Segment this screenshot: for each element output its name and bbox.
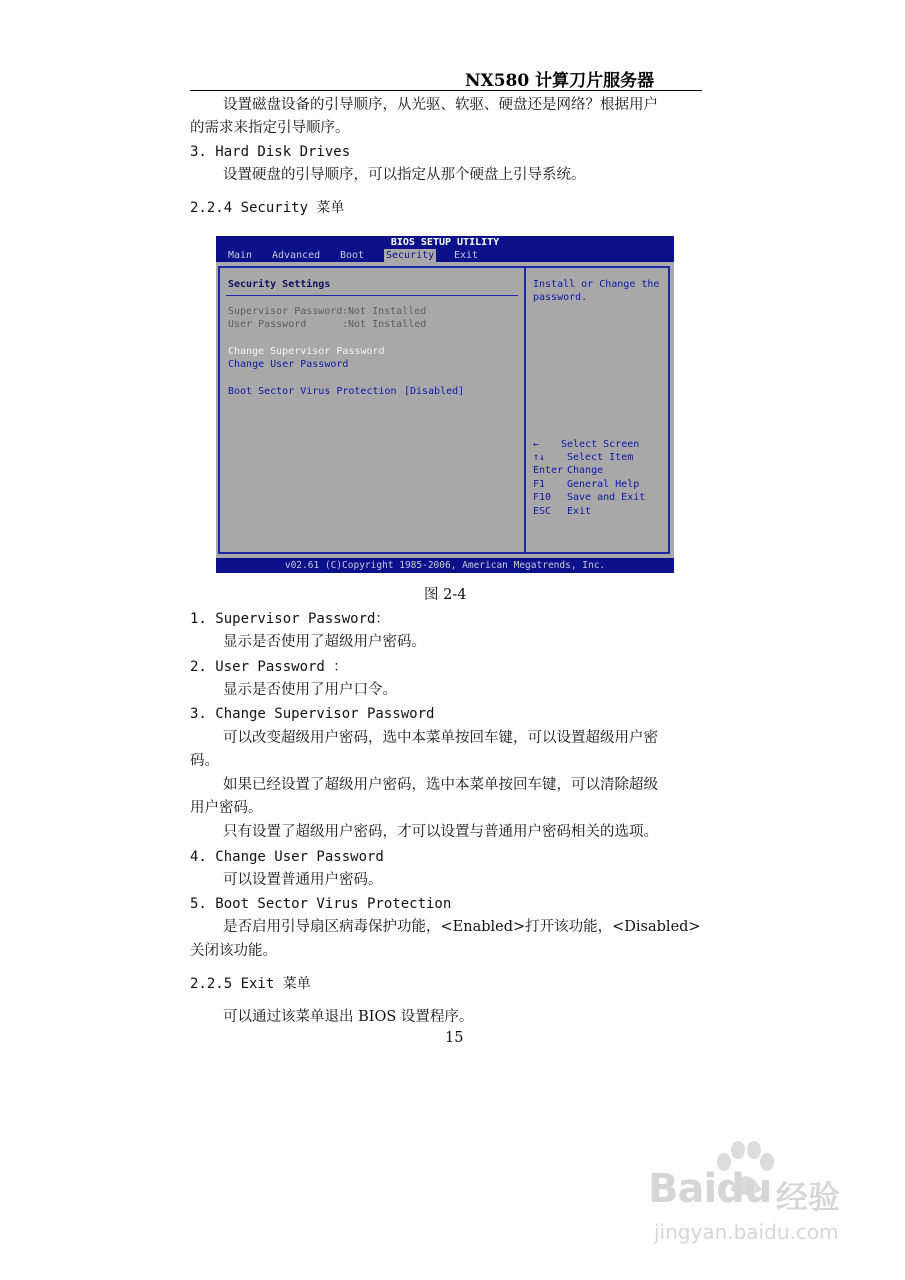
bios-tab-bar <box>216 249 674 262</box>
key-change: Change <box>567 465 604 476</box>
list-item-3-heading: 3. Change Supervisor Password <box>190 706 435 722</box>
key-enter: Enter <box>533 465 564 476</box>
list-item-3-para1-line2: 码。 <box>190 753 219 769</box>
watermark-url: jingyan.baidu.com <box>654 1220 839 1244</box>
key-left-arrow: ← <box>533 439 540 450</box>
list-item-5-heading: 5. Boot Sector Virus Protection <box>190 896 452 912</box>
list-item-2-heading: 2. User Password ： <box>190 659 348 675</box>
boot-sector-virus-protection-item[interactable]: Boot Sector Virus Protection <box>228 386 397 397</box>
list-item-3-para3: 只有设置了超级用户密码，才可以设置与普通用户密码相关的选项。 <box>223 824 658 840</box>
header-rule <box>190 90 702 91</box>
bios-copyright: v02.61 (C)Copyright 1985-2006, American Megatrends, Inc. <box>284 560 606 571</box>
bios-tab-exit[interactable]: Exit <box>454 250 479 261</box>
key-select-screen: Select Screen <box>561 439 640 450</box>
supervisor-password-label: Supervisor Password <box>228 306 343 317</box>
help-text-line-2: password. <box>533 292 588 303</box>
key-f1: F1 <box>533 479 546 490</box>
bios-tab-main[interactable]: Main <box>228 250 253 261</box>
list-item-1-heading: 1. Supervisor Password： <box>190 611 390 627</box>
section-heading-security: 2.2.4 Security 菜单 <box>190 200 345 216</box>
list-item-4-text: 可以设置普通用户密码。 <box>223 872 383 888</box>
section-exit-text: 可以通过该菜单退出 BIOS 设置程序。 <box>223 1009 474 1025</box>
page-number: 15 <box>445 1030 464 1046</box>
item-hard-disk-heading: 3. Hard Disk Drives <box>190 144 351 160</box>
user-password-value: :Not Installed <box>342 319 427 330</box>
section-heading-exit: 2.2.5 Exit 菜单 <box>190 976 311 992</box>
list-item-4-heading: 4. Change User Password <box>190 849 384 865</box>
bios-panel-divider <box>524 266 526 554</box>
list-item-3-para2-line2: 用户密码。 <box>190 800 263 816</box>
list-item-3-para2-line1: 如果已经设置了超级用户密码，选中本菜单按回车键，可以清除超级 <box>223 777 658 793</box>
change-user-password-item[interactable]: Change User Password <box>228 359 349 370</box>
key-general-help: General Help <box>567 479 640 490</box>
key-f10: F10 <box>533 492 552 503</box>
boot-sector-virus-protection-value[interactable]: [Disabled] <box>404 386 465 397</box>
bios-screenshot <box>216 236 674 573</box>
bios-footer-bar <box>216 558 674 573</box>
help-text-line-1: Install or Change the <box>533 279 660 290</box>
key-select-item: Select Item <box>567 452 634 463</box>
bios-section-title: Security Settings <box>228 279 331 290</box>
user-password-label: User Password <box>228 319 307 330</box>
list-item-2-text: 显示是否使用了用户口令。 <box>223 682 397 698</box>
baidu-watermark <box>640 1140 880 1250</box>
list-item-5-text-line1: 是否启用引导扇区病毒保护功能，<Enabled>打开该功能，<Disabled> <box>223 919 701 935</box>
list-item-5-text-line2: 关闭该功能。 <box>190 943 277 959</box>
item-hard-disk-text: 设置硬盘的引导顺序，可以指定从那个硬盘上引导系统。 <box>223 167 586 183</box>
bios-section-separator <box>226 295 518 296</box>
list-item-3-para1-line1: 可以改变超级用户密码，选中本菜单按回车键，可以设置超级用户密 <box>223 730 658 746</box>
bios-title: BIOS SETUP UTILITY <box>390 237 500 248</box>
change-supervisor-password-item[interactable]: Change Supervisor Password <box>228 346 385 357</box>
bios-tab-boot[interactable]: Boot <box>340 250 365 261</box>
supervisor-password-value: :Not Installed <box>342 306 427 317</box>
bios-title-bar <box>216 236 674 249</box>
bios-tab-advanced[interactable]: Advanced <box>272 250 321 261</box>
intro-line-2: 的需求来指定引导顺序。 <box>190 120 350 136</box>
document-header-title: NX580 计算刀片服务器 <box>465 71 655 91</box>
key-save-and-exit: Save and Exit <box>567 492 646 503</box>
figure-caption: 图 2-4 <box>424 587 467 603</box>
key-exit: Exit <box>567 506 592 517</box>
key-up-down-arrows: ↑↓ <box>533 452 546 463</box>
watermark-brand-cn: 经验 <box>776 1178 841 1216</box>
watermark-brand: Baidu <box>648 1166 772 1212</box>
bios-tab-security[interactable]: Security <box>386 250 435 261</box>
intro-line-1: 设置磁盘设备的引导顺序，从光驱、软驱、硬盘还是网络？根据用户 <box>223 97 658 113</box>
key-esc: ESC <box>533 506 552 517</box>
list-item-1-text: 显示是否使用了超级用户密码。 <box>223 634 426 650</box>
